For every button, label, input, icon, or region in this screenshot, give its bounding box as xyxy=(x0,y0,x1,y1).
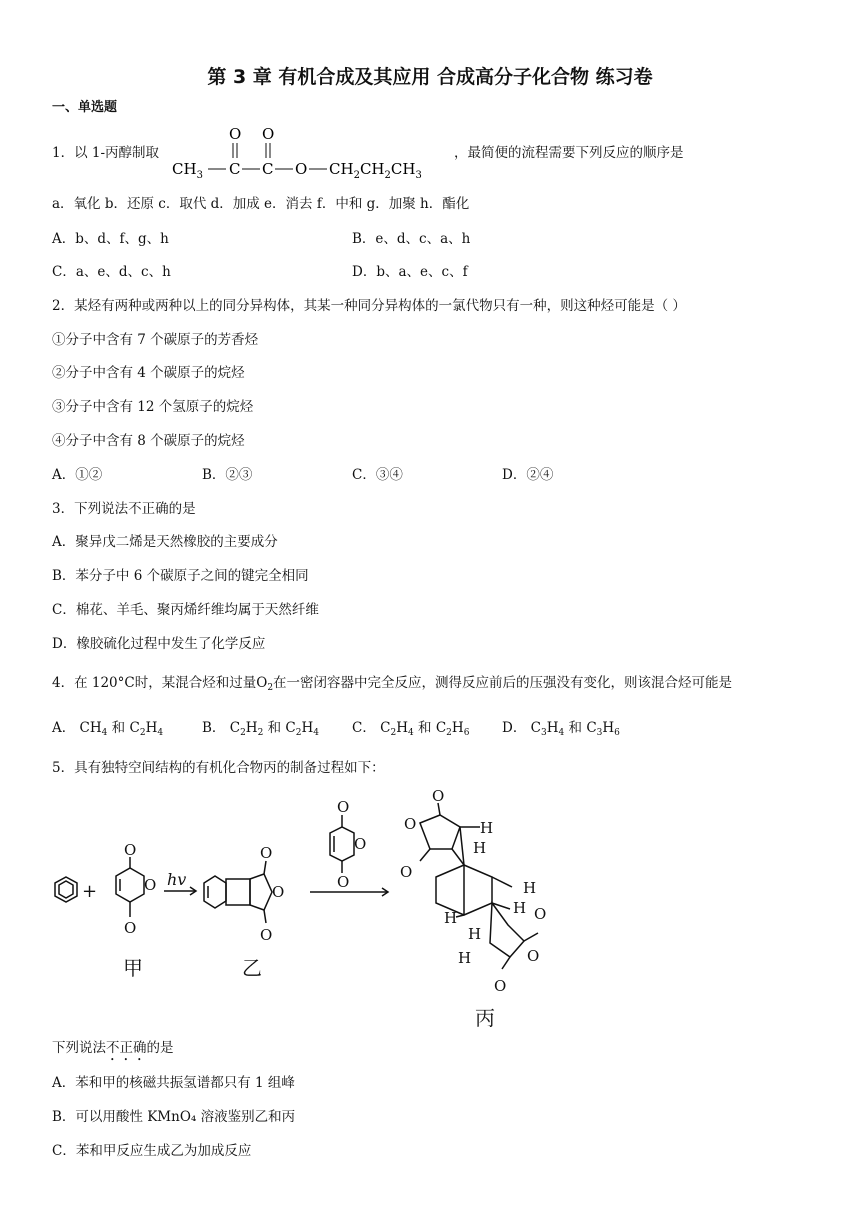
question-4-stem: 4．在 120°C时，某混合烃和过量$O_2$在一密闭容器中完全反应，测得反应前后的压强没有变化，则该混合烃可能是 xyxy=(52,675,733,693)
question-1-suffix: ，最简便的流程需要下列反应的顺序是 xyxy=(454,145,684,161)
svg-text:H: H xyxy=(523,879,537,897)
formula-c1: C xyxy=(229,160,241,178)
q2-item-4: ④分子中含有 8 个碳原子的烷烃 xyxy=(52,433,245,449)
q5-option-b: B．可以用酸性 KMnO₄ 溶液鉴别乙和丙 xyxy=(52,1109,296,1125)
q4-option-b: B． $C_2H_2$ 和 $C_2H_4$ xyxy=(202,720,319,738)
svg-text:O: O xyxy=(260,844,273,862)
q2-item-3: ③分子中含有 12 个氢原子的烷烃 xyxy=(52,399,254,415)
formula-o1: O xyxy=(229,125,242,143)
svg-text:O: O xyxy=(124,919,137,937)
compound-yi-structure xyxy=(204,844,284,944)
plus-sign: + xyxy=(82,881,98,902)
question-3-stem: 3．下列说法不正确的是 xyxy=(52,501,196,517)
svg-text:O: O xyxy=(337,798,350,816)
q3-option-c: C．棉花、羊毛、聚丙烯纤维均属于天然纤维 xyxy=(52,602,319,618)
formula-o-mid: O xyxy=(295,160,308,178)
q3-option-d: D．橡胶硫化过程中发生了化学反应 xyxy=(52,636,266,652)
label-jia: 甲 xyxy=(123,956,143,980)
question-1-reactions: a．氧化 b．还原 c．取代 d．加成 e．消去 f．中和 g．加聚 h．酯化 xyxy=(52,196,470,212)
svg-text:O: O xyxy=(432,787,445,805)
svg-text:O: O xyxy=(272,883,285,901)
svg-text:O: O xyxy=(337,873,350,891)
svg-text:O: O xyxy=(144,876,157,894)
q2-item-2: ②分子中含有 4 个碳原子的烷烃 xyxy=(52,365,245,381)
maleic-anhydride-reagent-structure xyxy=(330,798,366,891)
svg-text:CH3: $CH_3$ xyxy=(172,160,203,181)
svg-text:O: O xyxy=(354,835,367,853)
label-yi: 乙 xyxy=(242,956,262,980)
formula-ch3: CH xyxy=(172,160,197,178)
compound-bing-structure xyxy=(400,787,546,995)
structural-formula-ester xyxy=(170,122,450,184)
benzene-structure xyxy=(55,877,77,902)
svg-text:H: H xyxy=(480,819,494,837)
label-bing: 丙 xyxy=(475,1006,495,1030)
q2-option-d: D．②④ xyxy=(502,467,554,483)
formula-c2: C xyxy=(262,160,274,178)
reaction-scheme xyxy=(40,785,600,1035)
question-2-stem: 2．某烃有两种或两种以上的同分异构体，其某一种同分异构体的一氯代物只有一种，则这种烃可能是（ ） xyxy=(52,298,686,314)
question-5-stem: 5．具有独特空间结构的有机化合物丙的制备过程如下： xyxy=(52,760,385,776)
svg-text:O: O xyxy=(527,947,540,965)
q5-sub-stem: 下列说法不正确的是 xyxy=(52,1040,174,1056)
q4-option-d: D． $C_3H_4$ 和 $C_3H_6$ xyxy=(502,720,620,738)
svg-text:O: O xyxy=(494,977,507,995)
svg-text:CH2CH2CH3: $CH_2CH_2CH_3$ xyxy=(329,160,422,181)
q1-option-a: A．b、d、f、g、h xyxy=(52,231,169,247)
maleic-anhydride-structure xyxy=(116,841,156,937)
question-1-prefix: 1．以 1-丙醇制取 xyxy=(52,145,160,161)
svg-text:H: H xyxy=(444,909,458,927)
svg-text:O: O xyxy=(124,841,137,859)
q3-option-a: A．聚异戊二烯是天然橡胶的主要成分 xyxy=(52,534,278,550)
q1-option-d: D．b、a、e、c、f xyxy=(352,264,468,280)
svg-text:O: O xyxy=(534,905,547,923)
q5-option-c: C．苯和甲反应生成乙为加成反应 xyxy=(52,1143,252,1159)
svg-text:H: H xyxy=(513,899,527,917)
q2-option-c: C．③④ xyxy=(352,467,403,483)
q2-item-1: ①分子中含有 7 个碳原子的芳香烃 xyxy=(52,332,259,348)
svg-text:H: H xyxy=(473,839,487,857)
q1-option-b: B．e、d、c、a、h xyxy=(352,231,471,247)
svg-text:H: H xyxy=(458,949,472,967)
page-title: 第 3 章 有机合成及其应用 合成高分子化合物 练习卷 xyxy=(207,66,653,88)
svg-text:H: H xyxy=(468,925,482,943)
svg-text:O: O xyxy=(400,863,413,881)
q2-option-a: A．①② xyxy=(52,467,103,483)
formula-o2: O xyxy=(262,125,275,143)
q2-option-b: B．②③ xyxy=(202,467,253,483)
section-heading: 一、单选题 xyxy=(52,100,118,115)
q1-option-c: C．a、e、d、c、h xyxy=(52,264,171,280)
hv-label: hv xyxy=(167,870,187,889)
svg-text:O: O xyxy=(260,926,273,944)
svg-text:O: O xyxy=(404,815,417,833)
q4-option-a: A． $CH_4$ 和 $C_2H_4$ xyxy=(52,720,164,738)
q4-option-c: C． $C_2H_4$ 和 $C_2H_6$ xyxy=(352,720,470,738)
q3-option-b: B．苯分子中 6 个碳原子之间的键完全相同 xyxy=(52,568,309,584)
q5-option-a: A．苯和甲的核磁共振氢谱都只有 1 组峰 xyxy=(52,1075,295,1091)
o2-formula: $O_2$ xyxy=(256,675,274,693)
